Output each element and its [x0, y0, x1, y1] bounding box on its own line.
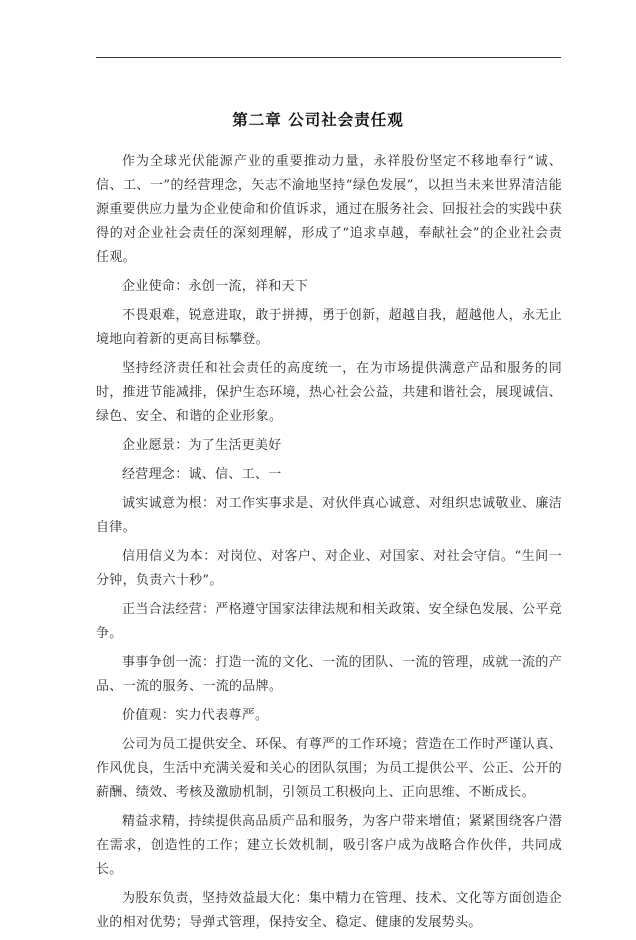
paragraph-customers: 精益求精，持续提供高品质产品和服务，为客户带来增值；紧紧围绕客户潜在需求，创造性的工作；建立长效机制，吸引客户成为战略合作伙伴，共同成长。 [96, 814, 562, 877]
paragraph-mission: 企业使命：永创一流，祥和天下 [122, 279, 309, 294]
body-text [96, 150, 562, 940]
paragraph-credit: 信用信义为本：对岗位、对客户、对企业、对国家、对社会守信。“生间一分钟，负责六十秒”。 [96, 549, 562, 588]
paragraph-values: 价值观：实力代表尊严。 [122, 708, 269, 723]
chapter-title: 第二章 公司社会责任观 [232, 110, 404, 129]
paragraph-employees: 公司为员工提供安全、环保、有尊严的工作环境；营造在工作时严谨认真、作风优良，生活中充满关爱和关心的团队氛围；为员工提供公平、公正、公开的薪酬、绩效、考核及激励机制，引领员工积极向上、正向思维、不断成长。 [96, 737, 562, 800]
paragraph-philosophy: 经营理念：诚、信、工、一 [122, 467, 282, 482]
paragraph-mission-detail-1: 不畏艰难，锐意进取，敢于拼搏，勇于创新，超越自我，超越他人，永无止境地向着新的更高目标攀登。 [96, 308, 562, 347]
paragraph-legal: 正当合法经营：严格遵守国家法律法规和相关政策、安全绿色发展、公平竞争。 [96, 602, 562, 641]
paragraph-vision: 企业愿景：为了生活更美好 [122, 438, 282, 453]
paragraph-intro: 作为全球光伏能源产业的重要推动力量，永祥股份坚定不移地奉行“诚、信、工、一”的经营理念，矢志不渝地坚持“绿色发展”，以担当未来世界清洁能源重要供应力量为企业使命和价值诉求，通过在服务社会、回报社会的实践中获得的对企业社会责任的深刻理解，形成了“追求卓越，奉献社会”的企业社会责任观。 [96, 154, 562, 265]
paragraph-shareholders: 为股东负责，坚持效益最大化：集中精力在管理、技术、文化等方面创造企业的相对优势；导弹式管理，保持安全、稳定、健康的发展势头。 [96, 891, 562, 930]
header-rule [96, 57, 561, 58]
paragraph-mission-detail-2: 坚持经济责任和社会责任的高度统一，在为市场提供满意产品和服务的同时，推进节能减排，保护生态环境，热心社会公益，共建和谐社会，展现诚信、绿色、安全、和谐的企业形象。 [96, 361, 562, 424]
paragraph-honesty: 诚实诚意为根：对工作实事求是、对伙伴真心诚意、对组织忠诚敬业、廉洁自律。 [96, 496, 562, 535]
paragraph-first-class: 事事争创一流：打造一流的文化、一流的团队、一流的管理，成就一流的产品、一流的服务、一流的品牌。 [96, 655, 562, 694]
